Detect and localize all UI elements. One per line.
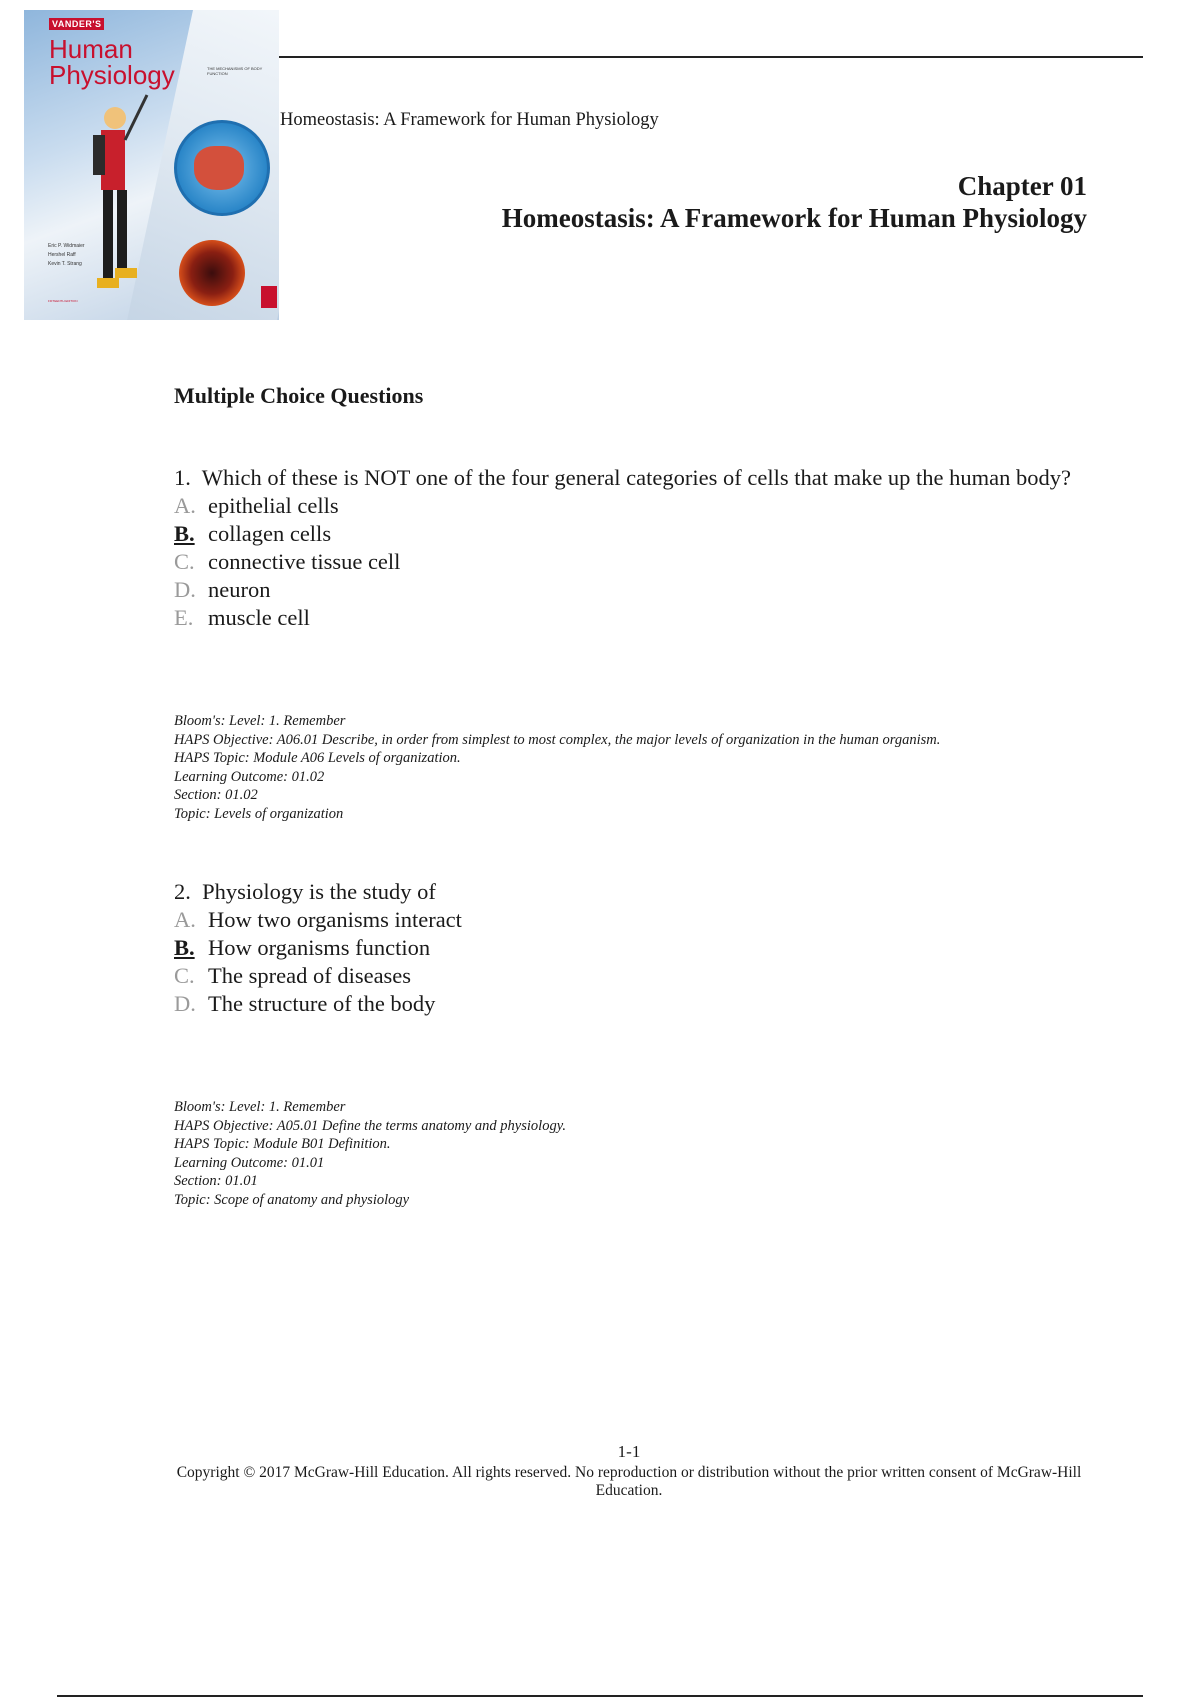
answer-option-correct [174, 520, 1104, 548]
answer-option [174, 962, 1104, 990]
cover-title-line2: Physiology [49, 60, 175, 90]
page-content [174, 383, 1104, 1209]
chapter-heading [502, 170, 1087, 234]
option-letter: B. [174, 935, 195, 960]
answer-option [174, 604, 1104, 632]
question-number: 1. [174, 465, 191, 490]
cover-publisher-tag: VANDER'S [49, 18, 104, 30]
option-letter: C. [174, 549, 195, 574]
question-number: 2. [174, 879, 191, 904]
option-text: The spread of diseases [208, 963, 412, 988]
cover-author: Eric P. Widmaier [48, 243, 85, 249]
question-metadata [174, 712, 1104, 823]
meta-line: HAPS Objective: A06.01 Describe, in order from simplest to most complex, the major levels of organization in the human organism. [174, 731, 941, 748]
publisher-logo-icon [261, 286, 277, 308]
option-text: collagen cells [208, 521, 332, 546]
copyright-notice: Copyright © 2017 McGraw-Hill Education. All rights reserved. No reproduction or distribution without the prior written consent of McGraw-Hill Education. [176, 1464, 1082, 1499]
question-stem [174, 464, 1104, 492]
meta-line: Topic: Levels of organization [174, 805, 344, 822]
book-cover-image [24, 10, 279, 320]
meta-line: Section: 01.02 [174, 787, 258, 803]
cover-title-line1: Human [49, 34, 133, 64]
cover-vessel-bubble [179, 240, 245, 306]
question-metadata [174, 1098, 1104, 1209]
meta-line: Bloom's: Level: 1. Remember [174, 1099, 346, 1115]
footer-rule [57, 1695, 1143, 1697]
cover-author: Kevin T. Strang [48, 261, 82, 267]
cover-author: Hershel Raff [48, 252, 76, 258]
question-1 [174, 464, 1104, 823]
meta-line: Topic: Scope of anatomy and physiology [174, 1191, 410, 1208]
option-text: neuron [208, 577, 271, 602]
option-text: muscle cell [208, 605, 310, 630]
option-text: The structure of the body [208, 991, 436, 1016]
option-letter: A. [174, 493, 196, 518]
chapter-title: Homeostasis: A Framework for Human Physiology [501, 203, 1087, 233]
question-text: Which of these is NOT one of the four general categories of cells that make up the human body? [201, 465, 1072, 490]
running-title: Homeostasis: A Framework for Human Physiology [280, 110, 659, 130]
page-footer [174, 1443, 1084, 1500]
cover-edition: FIFTEENTH EDITION [48, 299, 78, 303]
meta-line: HAPS Topic: Module A06 Levels of organization. [174, 750, 461, 766]
question-2 [174, 878, 1104, 1209]
option-text: How two organisms interact [208, 907, 462, 932]
cover-lungs-icon [194, 146, 244, 190]
section-title: Multiple Choice Questions [174, 383, 424, 408]
cover-authors [48, 242, 85, 269]
answer-option [174, 548, 1104, 576]
meta-line: Section: 01.01 [174, 1173, 258, 1189]
page-number: 1-1 [617, 1442, 641, 1461]
meta-line: HAPS Topic: Module B01 Definition. [174, 1136, 391, 1152]
option-letter: A. [174, 907, 196, 932]
answer-option [174, 492, 1104, 520]
cover-climber-figure [79, 90, 149, 310]
option-letter: D. [174, 577, 196, 602]
meta-line: Bloom's: Level: 1. Remember [174, 713, 346, 729]
option-letter: D. [174, 991, 196, 1016]
answer-option [174, 990, 1104, 1018]
answer-option-correct [174, 934, 1104, 962]
answer-option [174, 906, 1104, 934]
answer-option [174, 576, 1104, 604]
header-rule [279, 56, 1143, 58]
option-letter: E. [174, 605, 194, 630]
meta-line: HAPS Objective: A05.01 Define the terms anatomy and physiology. [174, 1117, 566, 1134]
meta-line: Learning Outcome: 01.02 [174, 768, 325, 785]
option-text: connective tissue cell [208, 549, 401, 574]
option-text: epithelial cells [208, 493, 339, 518]
option-letter: C. [174, 963, 195, 988]
question-stem [174, 878, 1104, 906]
option-letter: B. [174, 521, 195, 546]
meta-line: Learning Outcome: 01.01 [174, 1154, 325, 1171]
cover-subtitle: THE MECHANISMS OF BODY FUNCTION [207, 66, 263, 76]
chapter-number: Chapter 01 [957, 171, 1087, 201]
question-text: Physiology is the study of [202, 879, 436, 904]
option-text: How organisms function [208, 935, 431, 960]
